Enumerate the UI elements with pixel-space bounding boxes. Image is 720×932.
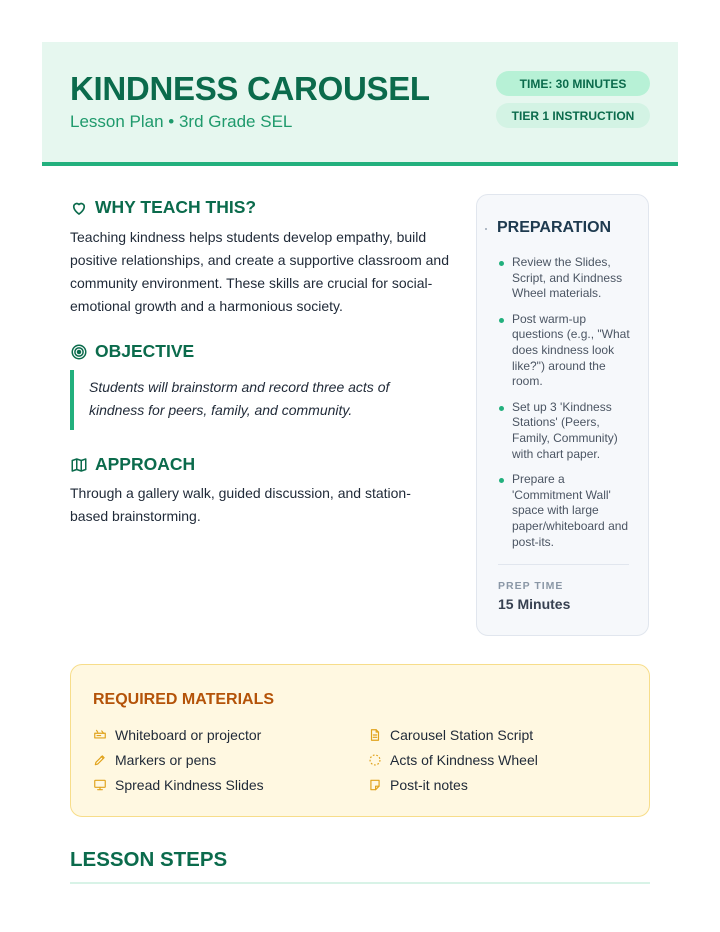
material-label: Carousel Station Script	[390, 727, 534, 743]
slides-icon	[93, 778, 107, 792]
material-item	[368, 752, 538, 768]
lesson-header	[42, 42, 678, 166]
pen-icon	[93, 753, 107, 767]
material-label: Acts of Kindness Wheel	[390, 752, 538, 768]
material-item	[368, 777, 468, 793]
material-item	[368, 727, 533, 743]
prep-time-value: 15 Minutes	[498, 596, 571, 612]
map-icon	[70, 456, 88, 474]
page-subtitle: Lesson Plan • 3rd Grade SEL	[70, 112, 293, 131]
material-label: Post-it notes	[390, 777, 468, 793]
list-item: Prepare a 'Commitment Wall' space with large paper/whiteboard and post-its.	[498, 472, 633, 550]
material-item	[93, 777, 264, 793]
document-icon	[368, 728, 382, 742]
presentation-icon	[93, 728, 107, 742]
lesson-steps-heading: LESSON STEPS	[70, 848, 228, 871]
objective-quote: Students will brainstorm and record three acts of kindness for peers, family, and community.	[70, 370, 440, 430]
why-heading	[70, 197, 256, 218]
divider	[70, 882, 650, 884]
approach-heading	[70, 454, 195, 475]
list-item: Post warm-up questions (e.g., "What does kindness look like?") around the room.	[498, 312, 633, 390]
material-item	[93, 752, 216, 768]
why-heading-label: WHY TEACH THIS?	[95, 197, 257, 217]
materials-card	[70, 664, 650, 817]
objective-heading	[70, 341, 194, 362]
material-label: Spread Kindness Slides	[115, 777, 264, 793]
heart-icon	[70, 199, 88, 217]
preparation-heading: PREPARATION	[497, 219, 612, 236]
dashed-circle-icon	[368, 753, 382, 767]
page-title: KINDNESS CAROUSEL	[70, 70, 430, 107]
time-badge: TIME: 30 MINUTES	[496, 71, 650, 96]
prep-time-label: PREP TIME	[498, 580, 564, 592]
approach-text: Through a gallery walk, guided discussion, and station-based brainstorming.	[70, 485, 411, 524]
sticky-note-icon	[368, 778, 382, 792]
approach-heading-label: APPROACH	[95, 454, 196, 474]
tier-badge: TIER 1 INSTRUCTION	[496, 103, 650, 128]
why-text: Teaching kindness helps students develop empathy, build positive relationships, and create a supportive classroom and community environment. These skills are crucial for social-emotional growth and a harmonious society.	[70, 229, 449, 314]
list-item: Set up 3 'Kindness Stations' (Peers, Family, Community) with chart paper.	[498, 400, 633, 462]
objective-heading-label: OBJECTIVE	[95, 341, 195, 361]
materials-heading: REQUIRED MATERIALS	[93, 691, 275, 708]
material-label: Markers or pens	[115, 752, 217, 768]
divider	[498, 564, 629, 565]
material-label: Whiteboard or projector	[115, 727, 262, 743]
target-icon	[70, 343, 88, 361]
preparation-card	[476, 194, 649, 636]
preparation-list	[498, 255, 633, 560]
material-item	[93, 727, 261, 743]
list-item: Review the Slides, Script, and Kindness Wheel materials.	[498, 255, 633, 302]
